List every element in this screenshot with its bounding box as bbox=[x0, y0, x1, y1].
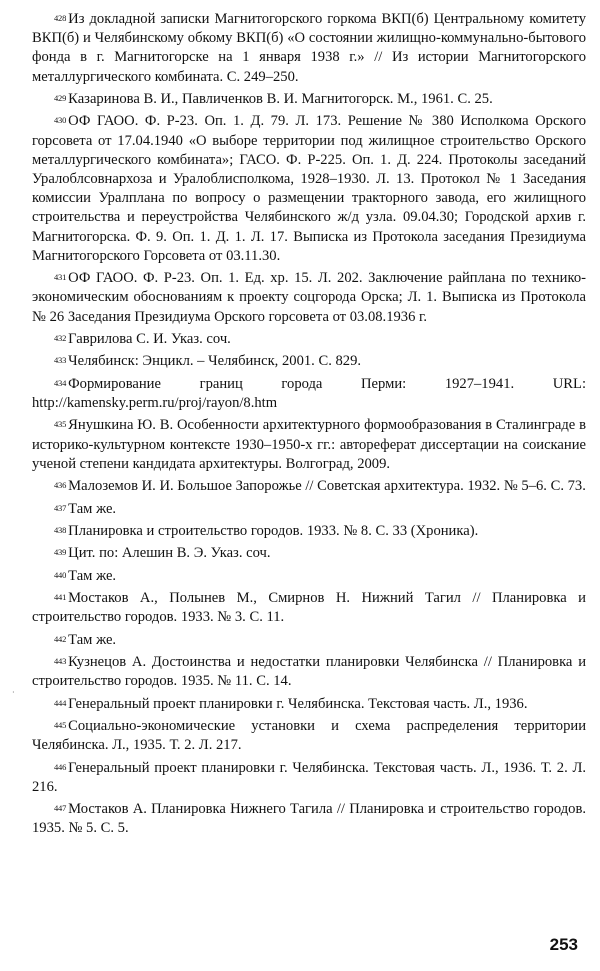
footnote bbox=[32, 589, 586, 627]
footnote-text: Мостаков А. Планировка Нижнего Тагила // Планировка и строительство городов. 1935. № 5. С. 5. bbox=[32, 801, 586, 837]
footnote-text: Гаврилова С. И. Указ. соч. bbox=[68, 331, 231, 347]
footnote bbox=[32, 800, 586, 838]
footnote-number: 434 bbox=[54, 377, 67, 388]
footnote-text: Из докладной записки Магнитогорского горкома ВКП(б) Центральному комитету ВКП(б) и Челябинскому обкому ВКП(б) «О состоянии жилищно-коммунально-бытового фонда в г. Магнитогорске на 1 января 1938 г.» // Из истории Магнитогорского металлургического комбината. С. 249–250. bbox=[32, 11, 586, 85]
footnote-text: Там же. bbox=[68, 500, 117, 517]
footnote bbox=[32, 522, 586, 541]
margin-speck: · bbox=[12, 688, 15, 697]
footnote bbox=[32, 375, 586, 413]
footnote bbox=[32, 352, 586, 371]
footnote-number: 444 bbox=[54, 697, 67, 708]
footnote-text: Цит. по: Алешин В. Э. Указ. соч. bbox=[68, 545, 271, 562]
footnote-number: 438 bbox=[54, 524, 67, 535]
footnote-number: 429 bbox=[54, 93, 67, 103]
footnote-number: 442 bbox=[54, 633, 67, 644]
footnote-number: 433 bbox=[54, 355, 67, 366]
footnote bbox=[32, 330, 586, 349]
footnote-text: Формирование границ города Перми: 1927–1941. URL: http://kamensky.perm.ru/proj/rayon/8.htm bbox=[32, 375, 586, 411]
footnote-text: Казаринова В. И., Павличенков В. И. Магнитогорск. М., 1961. С. 25. bbox=[68, 91, 493, 107]
footnote-number: 446 bbox=[54, 761, 67, 772]
footnote bbox=[32, 416, 586, 474]
footnote-text: Кузнецов А. Достоинства и недостатки планировки Челябинска // Планировка и строительство городов. 1935. № 11. С. 14. bbox=[32, 654, 586, 690]
footnote bbox=[32, 544, 586, 563]
footnote-text: Мостаков А., Полынев М., Смирнов Н. Нижний Тагил // Планировка и строительство городов. 1933. № 3. С. 11. bbox=[32, 590, 586, 626]
footnote-number: 430 bbox=[54, 115, 67, 126]
footnote bbox=[32, 567, 586, 586]
footnote-text: ОФ ГАОО. Ф. Р-23. Оп. 1. Ед. хр. 15. Л. 202. Заключение райплана по технико-экономическим обоснованиям к проекту соцгорода Орска; Л. 1. Выписка из Протокола № 26 Заседания Президиума Орского горсовета от 03.08.1936 г. bbox=[32, 270, 586, 325]
footnote bbox=[32, 653, 586, 691]
footnote bbox=[32, 717, 586, 755]
footnote-number: 432 bbox=[54, 333, 67, 343]
footnotes-block bbox=[32, 10, 586, 842]
footnote-text: Генеральный проект планировки г. Челябинска. Текстовая часть. Л., 1936. Т. 2. Л. 216. bbox=[32, 759, 586, 795]
footnote-number: 443 bbox=[54, 656, 67, 667]
footnote-number: 440 bbox=[54, 569, 67, 580]
page-number: 253 bbox=[549, 935, 578, 954]
footnote bbox=[32, 477, 586, 496]
footnote-number: 436 bbox=[54, 480, 67, 491]
footnote bbox=[32, 695, 586, 714]
footnote bbox=[32, 631, 586, 650]
footnote-text: Планировка и строительство городов. 1933. № 8. С. 33 (Хроника). bbox=[68, 522, 479, 539]
footnote-text: Социально-экономические установки и схема распределения территории Челябинска. Л., 1935. Т. 2. Л. 217. bbox=[32, 718, 586, 754]
footnote-number: 445 bbox=[54, 720, 67, 731]
footnote bbox=[32, 759, 586, 797]
footnote-number: 447 bbox=[54, 803, 67, 814]
footnote bbox=[32, 269, 586, 327]
footnote-number: 435 bbox=[54, 419, 67, 430]
footnote-number: 431 bbox=[54, 272, 67, 283]
footnote bbox=[32, 500, 586, 519]
footnote-text: Челябинск: Энцикл. – Челябинск, 2001. С. 829. bbox=[68, 353, 362, 370]
footnote-text: Там же. bbox=[68, 567, 117, 584]
footnote-number: 439 bbox=[54, 547, 67, 558]
footnote bbox=[32, 112, 586, 266]
footnote-text: Там же. bbox=[68, 631, 117, 648]
footnote-text: Генеральный проект планировки г. Челябинска. Текстовая часть. Л., 1936. bbox=[68, 695, 528, 712]
footnote bbox=[32, 90, 586, 109]
footnote-text: Малоземов И. И. Большое Запорожье // Советская архитектура. 1932. № 5–6. С. 73. bbox=[68, 478, 586, 495]
footnote bbox=[32, 10, 586, 87]
footnote-text: ОФ ГАОО. Ф. Р-23. Оп. 1. Д. 79. Л. 173. Решение № 380 Исполкома Орского горсовета от 17.04.1940 «О выборе территории под жилищное строительство Орского металлургического комбината»; ГАСО. Ф. Р-225. Оп. 1. Д. 224. Протоколы заседаний Уралоблсовнархоза и Уралоблисполкома, 1928–1930. Л. 13. Протокол № 1 Заседания комиссии Уралплана по вопросу о размещении тракторного завода, его жилищного строительства и переустройства Челябинского ж/д узла. 09.04.30; Городской архив г. Магнитогорска. Ф. 9. Оп. 1. Д. 1. Л. 17. Выписка из Протокола заседания Президиума Магнитогорского Горсовета от 03.11.30. bbox=[32, 113, 586, 264]
footnote-number: 441 bbox=[54, 592, 67, 603]
footnote-number: 437 bbox=[54, 502, 67, 513]
footnote-text: Янушкина Ю. В. Особенности архитектурного формообразования в Сталинграде в историко-культурном контексте 1930–1950-х гг.: автореферат диссертации на соискание ученой степени кандидата архитектуры. Волгоград, 2009. bbox=[32, 417, 586, 472]
footnote-number: 428 bbox=[54, 13, 67, 23]
